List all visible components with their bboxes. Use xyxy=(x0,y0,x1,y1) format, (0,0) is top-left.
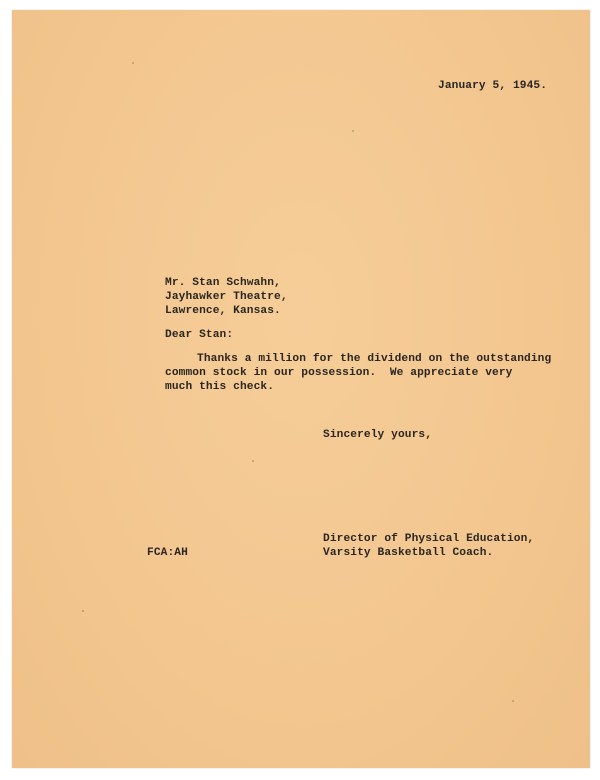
paper-speck xyxy=(252,460,254,462)
signature-title-1: Director of Physical Education, xyxy=(323,533,535,545)
paper-speck xyxy=(82,610,84,612)
paper-speck xyxy=(512,700,514,702)
closing: Sincerely yours, xyxy=(323,429,433,441)
signature-title-2: Varsity Basketball Coach. xyxy=(323,547,494,559)
paper-speck xyxy=(132,62,134,64)
recipient-name: Mr. Stan Schwahn, xyxy=(165,277,281,289)
body-line-2: common stock in our possession. We appreciate very xyxy=(165,367,513,379)
letter-page xyxy=(12,10,590,768)
salutation: Dear Stan: xyxy=(165,329,234,341)
letter-date: January 5, 1945. xyxy=(438,80,548,92)
body-line-1: Thanks a million for the dividend on the outstanding xyxy=(197,353,552,365)
typist-initials: FCA:AH xyxy=(147,547,188,559)
body-line-3: much this check. xyxy=(165,381,275,393)
recipient-city: Lawrence, Kansas. xyxy=(165,305,281,317)
paper-speck xyxy=(352,130,354,132)
recipient-venue: Jayhawker Theatre, xyxy=(165,291,288,303)
